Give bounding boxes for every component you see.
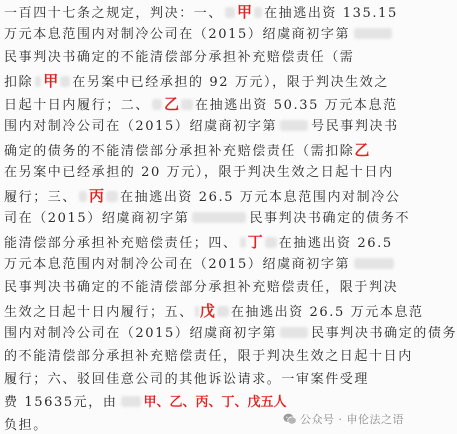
redaction: [354, 28, 392, 39]
text-line: 万元本息范围内对制冷公司在（2015）绍虞商初字第: [4, 27, 402, 43]
redaction: [354, 258, 394, 269]
text-line: 履行；三、 丙 在抽逃出资 26.5 万元本息范围内对制冷公: [4, 187, 401, 205]
party-name-yi: 乙: [354, 141, 370, 159]
text-line: 确定的债务的不能清偿部分承担补充赔偿责任（需扣除乙: [4, 141, 370, 159]
redaction: [60, 76, 70, 87]
text-line: 负担。: [4, 418, 48, 433]
redaction: [106, 191, 118, 202]
text-line: 万元本息范围内对制冷公司在（2015）绍虞商初字第: [4, 257, 402, 273]
text-line: 费 15635元，由 甲、乙、丙、丁、戊五人: [4, 395, 287, 410]
redaction: [181, 99, 193, 110]
party-name-jia: 甲: [237, 3, 253, 21]
party-name-wu: 戊: [199, 302, 215, 320]
party-name-ding: 丁: [247, 233, 263, 251]
redaction: [240, 237, 246, 248]
redaction: [225, 7, 235, 18]
redaction: [280, 120, 308, 131]
redaction: [35, 76, 41, 87]
text-line: 日起十日内履行；二、 乙 在抽逃出资 50.35 万元本息范: [4, 95, 398, 113]
text-line: 民事判决书确定的不能清偿部分承担补充赔偿责任，限于判决: [4, 280, 399, 295]
text-line: 司在（2015）绍虞商初字第 民事判决书确定的债务不: [4, 211, 411, 226]
party-name-yi: 乙: [164, 95, 180, 113]
redaction: [195, 306, 199, 317]
watermark-text: 公众号 · 申伦法之语: [300, 413, 404, 426]
wechat-icon: [283, 413, 297, 425]
redaction: [152, 99, 162, 110]
text-line: 生效之日起十日内履行；五、 戊 在抽逃出资 26.5 万元本息范: [4, 302, 424, 320]
redaction: [192, 212, 246, 223]
party-name-bing: 丙: [89, 187, 105, 205]
text-line: 一百四十七条之规定，判决：一、 甲 在抽逃出资 135.15: [4, 3, 398, 21]
watermark: [283, 411, 404, 427]
text-line: 民事判决书确定的不能清偿部分承担补充赔偿责任（需: [4, 50, 355, 65]
redaction: [254, 7, 262, 18]
redaction: [79, 191, 87, 202]
text-line: 的不能清偿部分承担补充赔偿责任，限于判决生效之日起十日内: [4, 349, 413, 364]
text-line: 在另案中已经承担的 20 万元），限于判决生效之日起十日内: [4, 165, 394, 180]
redaction: [265, 237, 277, 248]
text-line: 围内对制冷公司在（2015）绍虞商初字第 民事判决书确定的债务: [4, 326, 457, 341]
text-line: 围内对制冷公司在（2015）绍虞商初字第 号民事判决书: [4, 119, 399, 134]
text-line: 扣除 甲 在另案中已经承担的 92 万元），限于判决生效之: [4, 72, 389, 90]
text-line: 履行；六、驳回佳意公司的其他诉讼请求。一审案件受理: [4, 372, 370, 387]
party-name-jia: 甲: [43, 72, 59, 90]
redaction: [121, 396, 141, 407]
redaction: [217, 306, 229, 317]
party-names-all: 甲、乙、丙、丁、戊五人: [143, 395, 287, 410]
redaction: [280, 327, 308, 338]
text-line: 能清偿部分承担补充赔偿责任；四、 丁 在抽逃出资 26.5: [4, 233, 393, 251]
